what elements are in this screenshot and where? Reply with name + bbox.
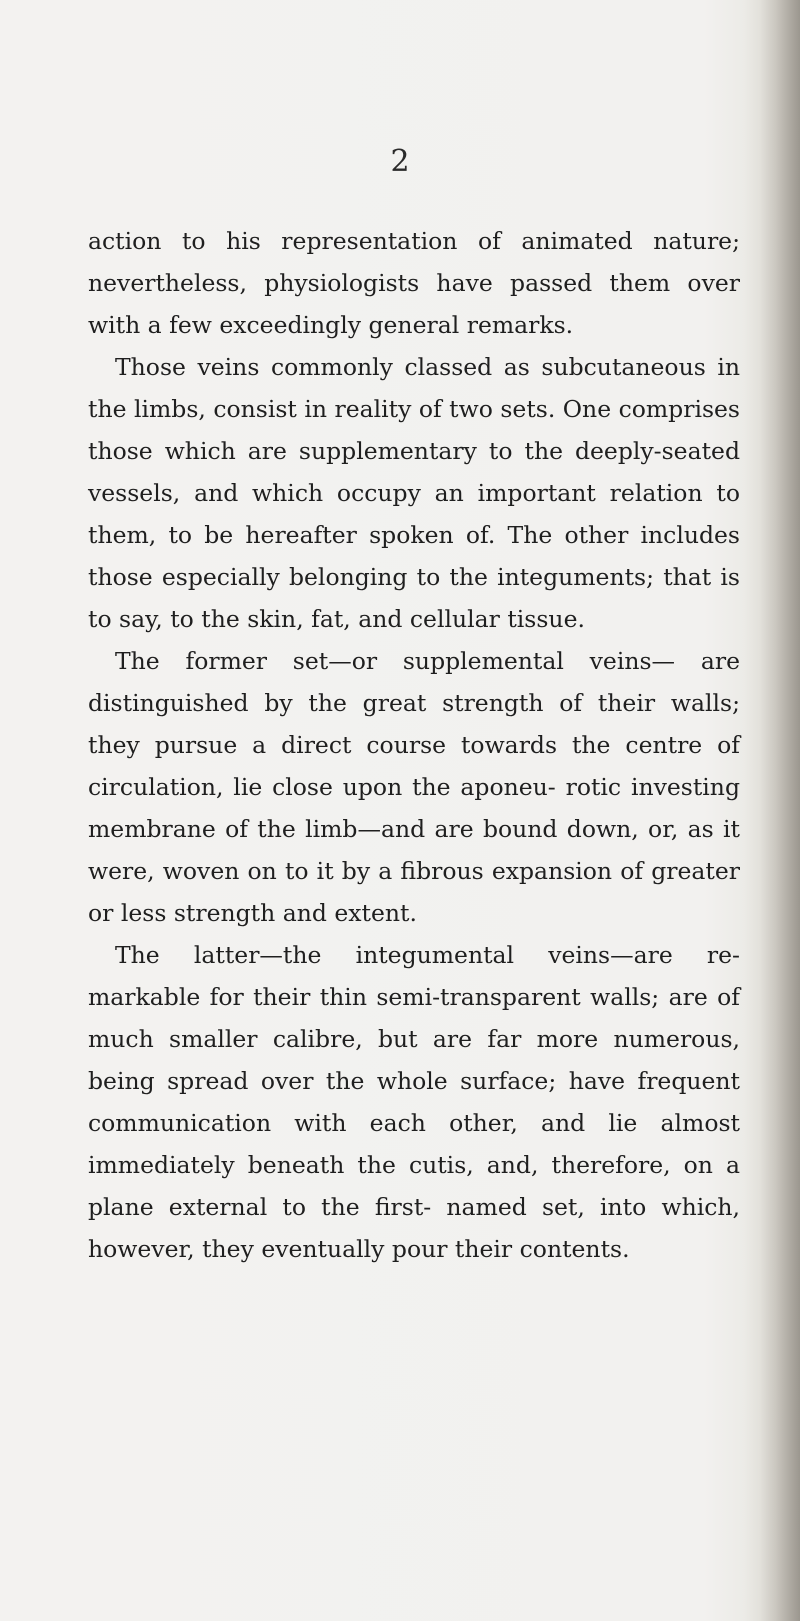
body-text: [88, 220, 740, 1270]
paragraph-2: Those veins commonly classed as subcutaneous in the limbs, consist in reality of two sets. One comprises those which are supplementary to the deeply-seated vessels, and which occupy an important relation to them, to be hereafter spoken of. The other includes those especially belonging to the integuments; that is to say, to the skin, fat, and cellular tissue.: [88, 353, 740, 633]
page-edge-shadow: [760, 0, 800, 1621]
paragraph-3: The former set—or supplemental veins— are distinguished by the great strength of their walls; they pursue a direct course towards the centre of circulation, lie close upon the aponeu- rotic investing membrane of the limb—and are bound down, or, as it were, woven on to it by a fibrous expansion of greater or less strength and extent.: [88, 647, 740, 927]
page-number: 2: [390, 144, 410, 179]
paragraph-1: action to his representation of animated nature; nevertheless, physiologists have passed them over with a few exceedingly general remarks.: [88, 227, 740, 339]
paragraph-4: The latter—the integumental veins—are re- markable for their thin semi-transparent walls; are of much smaller calibre, but are far more numerous, being spread over the whole surface; have frequent communication with each other, and lie almost immediately beneath the cutis, and, therefore, on a plane external to the first- named set, into which, however, they eventually pour their contents.: [88, 941, 740, 1263]
